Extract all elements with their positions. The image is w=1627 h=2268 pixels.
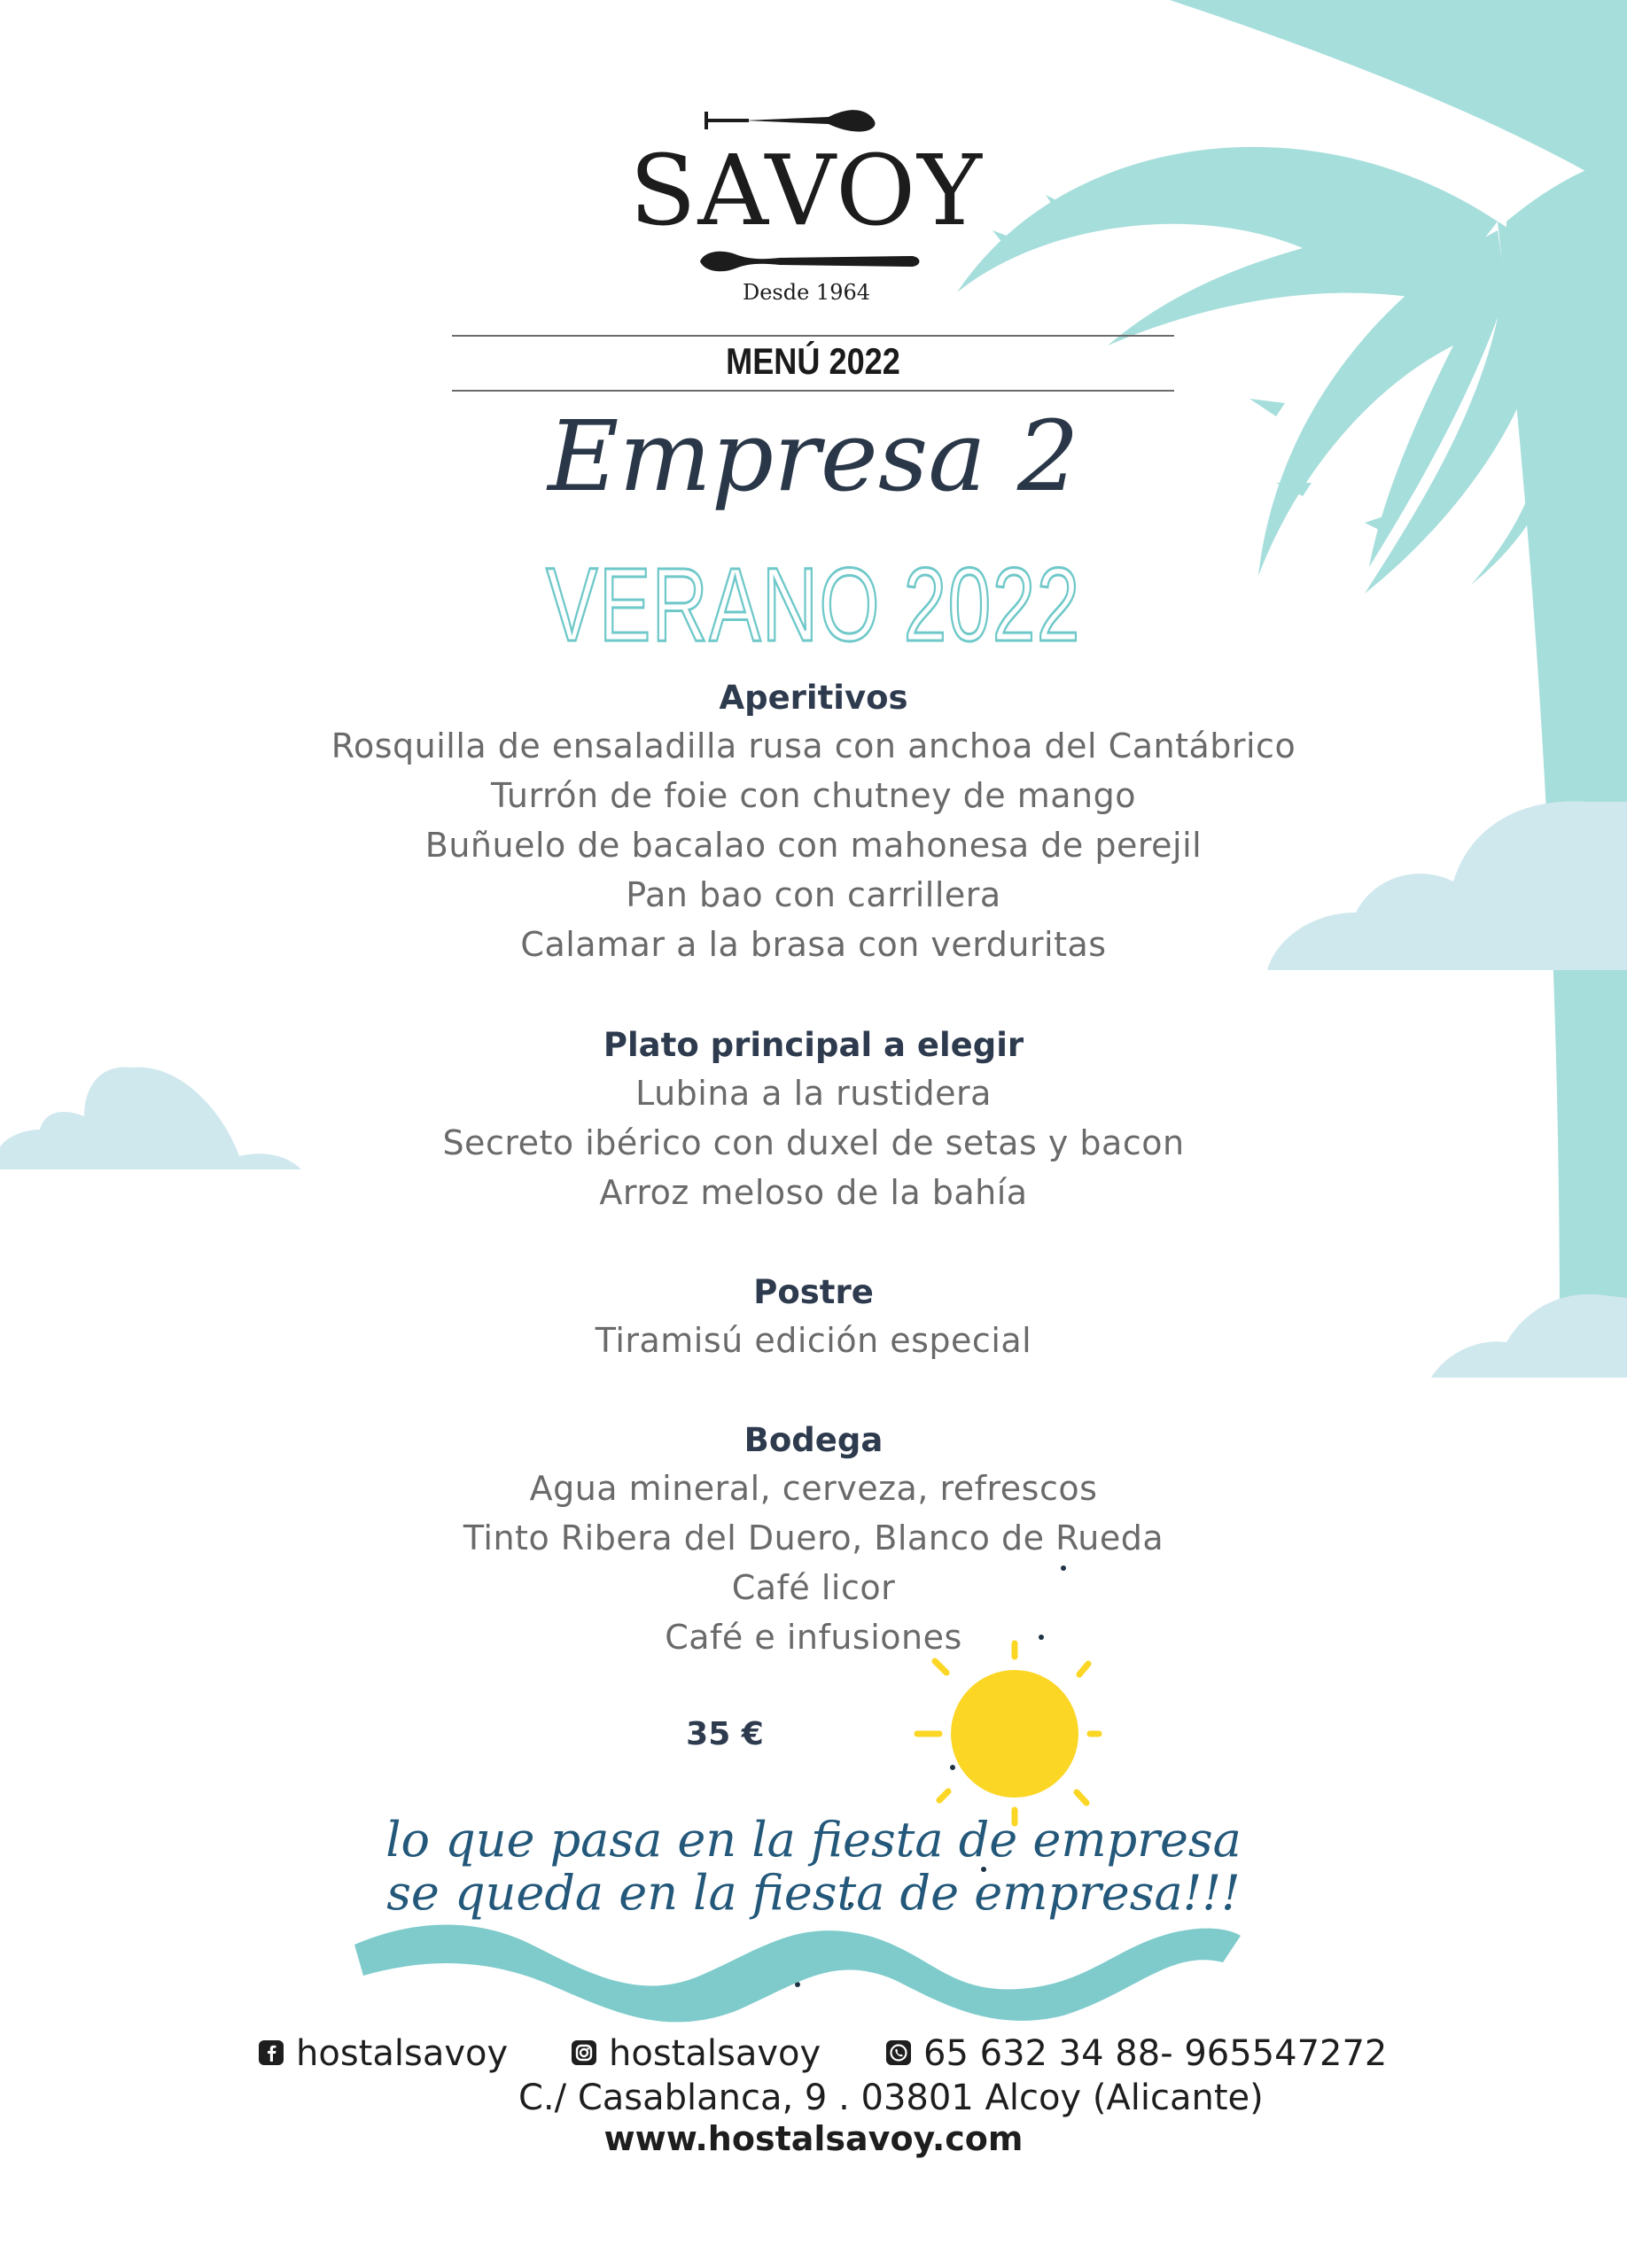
postre-heading: Postre (753, 1273, 874, 1311)
bodega-heading: Bodega (743, 1421, 884, 1459)
principal-item: Lubina a la rustidera (635, 1074, 992, 1113)
aperitivo-item: Turrón de foie con chutney de mango (490, 776, 1137, 815)
instagram-contact[interactable] (572, 2033, 821, 2074)
aperitivo-item: Pan bao con carrillera (626, 875, 1001, 914)
brand-name: SAVOY (629, 134, 984, 247)
aperitivos-heading: Aperitivos (719, 679, 908, 717)
instagram-handle: hostalsavoy (609, 2033, 821, 2074)
season-title: VERANO 2022 (546, 547, 1081, 664)
aperitivo-item: Calamar a la brasa con verduritas (520, 925, 1107, 964)
facebook-handle: hostalsavoy (296, 2033, 509, 2074)
slogan-line-2: se queda en la fiesta de empresa!!! (386, 1865, 1241, 1921)
whatsapp-contact[interactable] (886, 2033, 1387, 2074)
principal-item: Arroz meloso de la bahía (599, 1173, 1028, 1212)
whatsapp-icon (886, 2040, 911, 2065)
aperitivo-item: Rosquilla de ensaladilla rusa con anchoa del Cantábrico (331, 726, 1296, 765)
divider-top (452, 335, 1174, 337)
bodega-item: Tinto Ribera del Duero, Blanco de Rueda (463, 1518, 1164, 1557)
bodega-item: Agua mineral, cerveza, refrescos (529, 1469, 1098, 1508)
slogan-line-1: lo que pasa en la fiesta de empresa (385, 1812, 1242, 1868)
facebook-icon (259, 2040, 284, 2065)
divider-bottom (452, 390, 1174, 392)
whatsapp-phone: 65 632 34 88- 965547272 (923, 2033, 1388, 2074)
aperitivo-item: Buñuelo de bacalao con mahonesa de perejil (424, 826, 1203, 865)
principal-heading: Plato principal a elegir (603, 1026, 1024, 1064)
menu-price: 35 € (686, 1716, 764, 1752)
brand-since: Desde 1964 (742, 280, 871, 305)
principal-item: Secreto ibérico con duxel de setas y bacon (442, 1123, 1185, 1162)
postre-item: Tiramisú edición especial (595, 1321, 1032, 1360)
savoy-logo (620, 93, 993, 315)
menu-name: Empresa 2 (548, 400, 1079, 513)
instagram-icon (572, 2040, 596, 2065)
menu-year-label: MENÚ 2022 (726, 340, 900, 382)
website-link[interactable]: www.hostalsavoy.com (603, 2119, 1024, 2158)
bodega-item: Café licor (731, 1568, 896, 1607)
facebook-contact[interactable] (259, 2033, 508, 2074)
knife-icon (620, 244, 993, 279)
bodega-item: Café e infusiones (665, 1618, 962, 1657)
address: C./ Casablanca, 9 . 03801 Alcoy (Alicante) (518, 2078, 1264, 2118)
